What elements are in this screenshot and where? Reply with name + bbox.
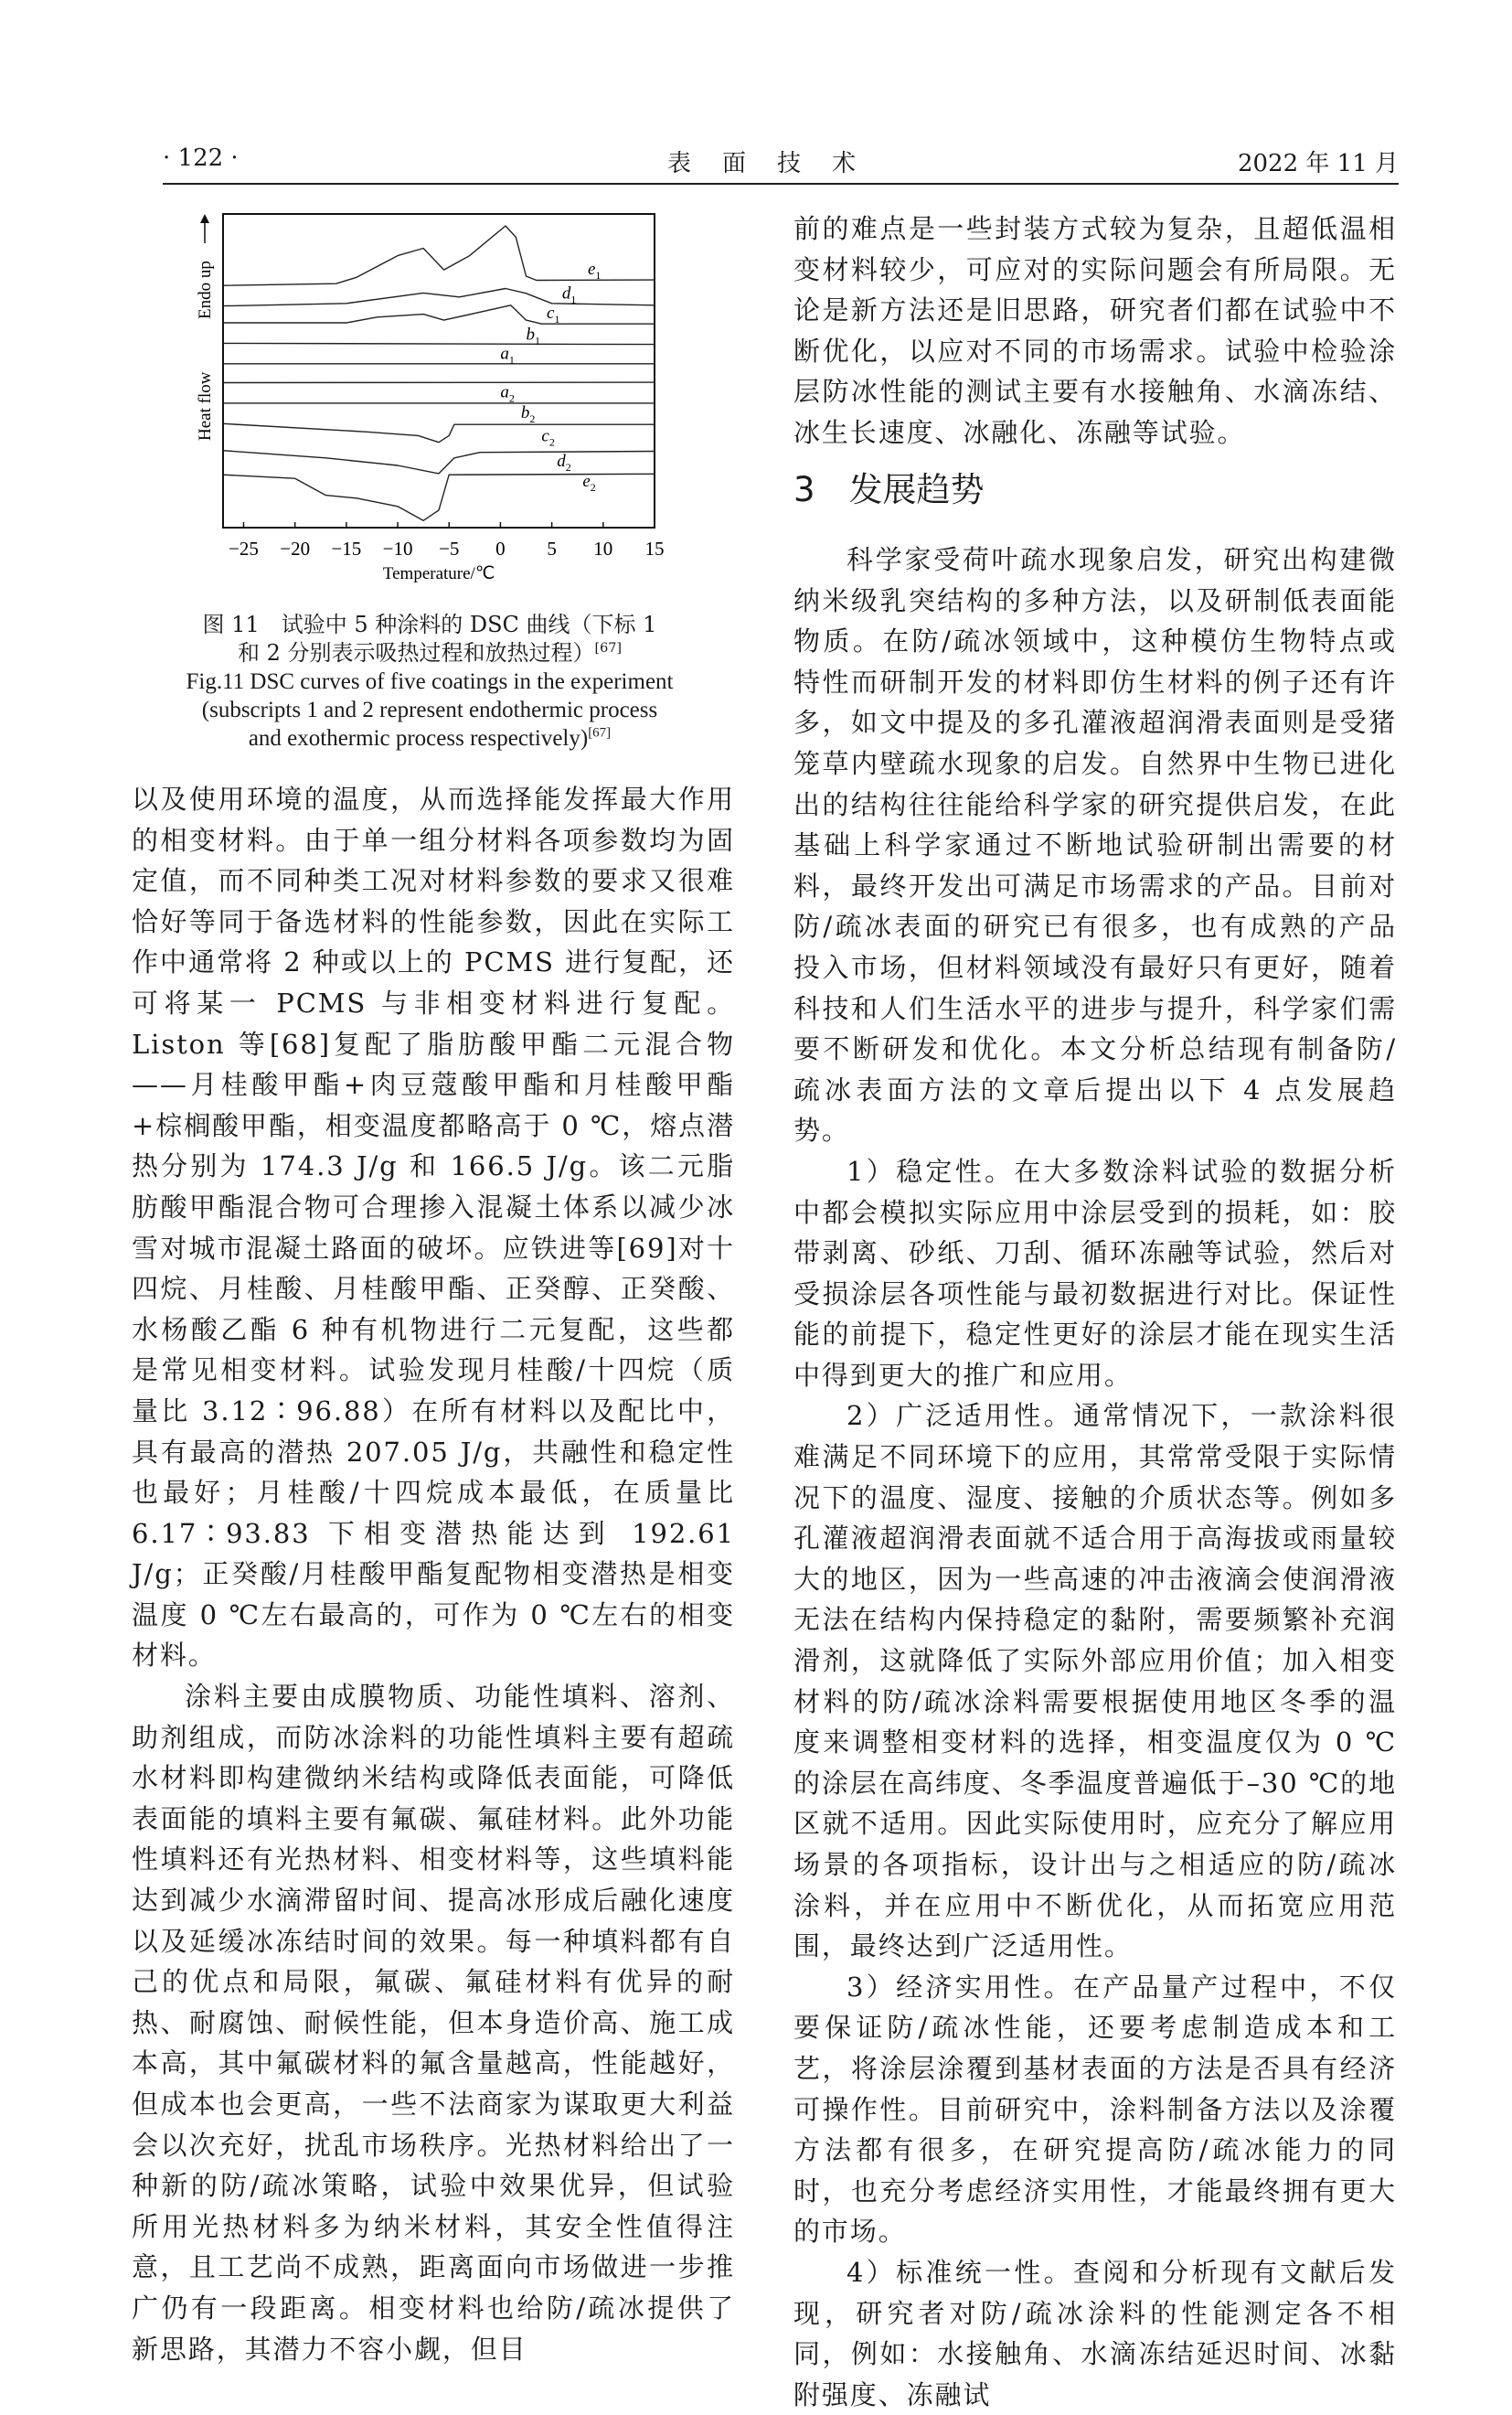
issue-date: 2022 年 11 月 bbox=[1238, 144, 1399, 178]
caption-cn-2: 和 2 分别表示吸热过程和放热过程） bbox=[238, 640, 595, 666]
x-tick-label: −5 bbox=[439, 538, 459, 560]
curve-label-a2: $a_2$ bbox=[500, 382, 515, 404]
curve-d2 bbox=[223, 451, 655, 474]
x-tick-label: 10 bbox=[593, 538, 612, 560]
x-tick-label: −15 bbox=[331, 538, 361, 560]
section-heading: 3 发展趋势 bbox=[793, 462, 985, 511]
paragraph: 以及使用环境的温度，从而选择能发挥最大作用的相变材料。由于单一组分材料各项参数均为固定值，而不同种类工况对材料参数的要求又很难恰好等同于备选材料的性能参数，因此在实际工作中通常将 2 种或以上的 PCMS 进行复配，还可将某一 PCMS 与非相变材料进行复配。Liston 等[68]复配了脂肪酸甲酯二元混合物——月桂酸甲酯+肉豆蔻酸甲酯和月桂酸甲酯+棕榈酸甲酯，相变温度都略高于 0 ℃，熔点潜热分别为 174.3 J/g 和 166.5 J/g。该二元脂肪酸甲酯混合物可合理掺入混凝土体系以减少冰雪对城市混凝土路面的破坏。应铁进等[69]对十四烷、月桂酸、月桂酸甲酯、正癸醇、正癸酸、水杨酸乙酯 6 种有机物进行二元复配，这些都是常见相变材料。试验发现月桂酸/十四烷（质量比 3.12∶96.88）在所有材料以及配比中，具有最高的潜热 207.05 J/g，共融性和稳定性也最好；月桂酸/十四烷成本最低，在质量比 6.17∶93.83 下相变潜热能达到 192.61 J/g；正癸酸/月桂酸甲酯复配物相变潜热是相变温度 0 ℃左右最高的，可作为 0 ℃左右的相变材料。 bbox=[132, 779, 735, 1676]
paragraph: 2）广泛适用性。通常情况下，一款涂料很难满足不同环境下的应用，其常常受限于实际情况下的温度、湿度、接触的介质状态等。例如多孔灌液超润滑表面就不适合用于高海拔或雨量较大的地区，因为一些高速的冲击液滴会使润滑液无法在结构内保持稳定的黏附，需要频繁补充润滑剂，这就降低了实际外部应用价值；加入相变材料的防/疏冰涂料需要根据使用地区冬季的温度来调整相变材料的选择，相变温度仅为 0 ℃的涂层在高纬度、冬季温度普遍低于–30 ℃的地区就不适用。因此实际使用时，应充分了解应用场景的各项指标，设计出与之相适应的防/疏冰涂料，并在应用中不断优化，从而拓宽应用范围，最终达到广泛适用性。 bbox=[793, 1395, 1397, 1966]
curve-d1 bbox=[223, 289, 655, 306]
curve-label-c1: $c_1$ bbox=[547, 304, 559, 326]
x-axis-label: Temperature/℃ bbox=[383, 564, 495, 583]
caption-en-2: (subscripts 1 and 2 represent endothermic process bbox=[202, 698, 657, 722]
caption-cn-1: 图 11 试验中 5 种涂料的 DSC 曲线（下标 1 bbox=[203, 612, 657, 637]
x-tick-label: −10 bbox=[383, 538, 413, 560]
endo-up-label: Endo up bbox=[196, 261, 215, 319]
caption-ref-cn: [67] bbox=[594, 641, 622, 656]
curve-label-d2: $d_2$ bbox=[557, 452, 571, 474]
paragraph: 涂料主要由成膜物质、功能性填料、溶剂、助剂组成，而防冰涂料的功能性填料主要有超疏水材料即构建微纳米结构或降低表面能，可降低表面能的填料主要有氟碳、氟硅材料。此外功能性填料还有光热材料、相变材料等，这些填料能达到减少水滴滞留时间、提高冰形成后融化速度以及延缓冰冻结时间的效果。每一种填料都有自己的优点和局限，氟碳、氟硅材料有优异的耐热、耐腐蚀、耐候性能，但本身造价高、施工成本高，其中氟碳材料的氟含量越高，性能越好，但成本也会更高，一些不法商家为谋取更大利益会以次充好，扰乱市场秩序。光热材料给出了一种新的防/疏冰策略，试验中效果优异，但试验所用光热材料多为纳米材料，其安全性值得注意，且工艺尚不成熟，距离面向市场做进一步推广仍有一段距离。相变材料也给防/疏冰提供了新思路，其潜力不容小觑，但目 bbox=[132, 1676, 735, 2369]
paragraph: 科学家受荷叶疏水现象启发，研究出构建微纳米级乳突结构的多种方法，以及研制低表面能物质。在防/疏冰领域中，这种模仿生物特点或特性而研制开发的材料即仿生材料的例子还有许多，如文中提及的多孔灌液超润滑表面则是受猪笼草内壁疏水现象的启发。自然界中生物已进化出的结构往往能给科学家的研究提供启发，在此基础上科学家通过不断地试验研制出需要的材料，最终开发出可满足市场需求的产品。目前对防/疏冰表面的研究已有很多，也有成熟的产品投入市场，但材料领域没有最好只有更好，随着科技和人们生活水平的进步与提升，科学家们需要不断研发和优化。本文分析总结现有制备防/疏冰表面方法的文章后提出以下 4 点发展趋势。 bbox=[793, 540, 1397, 1151]
x-tick-label: −25 bbox=[229, 538, 259, 560]
endo-up-arrow-head bbox=[200, 214, 209, 223]
curve-label-b2: $b_2$ bbox=[521, 403, 536, 425]
paragraph: 1）稳定性。在大多数涂料试验的数据分析中都会模拟实际应用中涂层受到的损耗，如：胶带剥离、砂纸、刀刮、循环冻融等试验，然后对受损涂层各项性能与最初数据进行对比。保证性能的前提下，稳定性更好的涂层才能在现实生活中得到更大的推广和应用。 bbox=[793, 1151, 1397, 1396]
right-column bbox=[793, 540, 1397, 2415]
left-column bbox=[132, 779, 735, 2369]
paragraph: 3）经济实用性。在产品量产过程中，不仅要保证防/疏冰性能，还要考虑制造成本和工艺，将涂层涂覆到基材表面的方法是否具有经济可操作性。目前研究中，涂料制备方法以及涂覆方法都有很多，在研究提高防/疏冰能力的同时，也充分考虑经济实用性，才能最终拥有更大的市场。 bbox=[793, 1967, 1397, 2252]
caption-ref-en: [67] bbox=[588, 726, 611, 741]
caption-en-3: and exothermic process respectively) bbox=[249, 726, 588, 751]
right-column-top bbox=[793, 208, 1397, 454]
x-tick-label: 0 bbox=[495, 538, 506, 560]
y-axis-label: Heat flow bbox=[196, 371, 215, 441]
x-tick-label: 15 bbox=[645, 538, 665, 560]
curve-c2 bbox=[223, 423, 655, 442]
curve-label-e1: $e_1$ bbox=[588, 260, 601, 282]
curve-label-d1: $d_1$ bbox=[562, 283, 577, 305]
x-tick-label: 5 bbox=[547, 538, 557, 560]
figure-caption bbox=[146, 611, 713, 753]
caption-en-1: Fig.11 DSC curves of five coatings in the experiment bbox=[186, 669, 674, 694]
paragraph: 4）标准统一性。查阅和分析现有文献后发现，研究者对防/疏冰涂料的性能测定各不相同，例如：水接触角、水滴冻结延迟时间、冰黏附强度、冻融试 bbox=[793, 2252, 1397, 2415]
paragraph: 前的难点是一些封装方式较为复杂，且超低温相变材料较少，可应对的实际问题会有所局限。无论是新方法还是旧思路，研究者们都在试验中不断优化，以应对不同的市场需求。试验中检验涂层防冰性能的测试主要有水接触角、水滴冻结、冰生长速度、冰融化、冻融等试验。 bbox=[793, 208, 1397, 454]
page-number: · 122 · bbox=[163, 144, 239, 172]
curve-c1 bbox=[223, 305, 655, 324]
curve-label-a1: $a_1$ bbox=[500, 345, 515, 367]
curve-label-c2: $c_2$ bbox=[541, 426, 554, 448]
curve-label-e2: $e_2$ bbox=[582, 472, 595, 494]
curve-b1 bbox=[223, 343, 655, 344]
x-tick-label: −20 bbox=[280, 538, 310, 560]
journal-title: 表 面 技 术 bbox=[667, 144, 859, 178]
header-rule bbox=[163, 183, 1399, 185]
curve-label-b1: $b_1$ bbox=[527, 325, 541, 347]
dsc-chart bbox=[183, 206, 695, 599]
